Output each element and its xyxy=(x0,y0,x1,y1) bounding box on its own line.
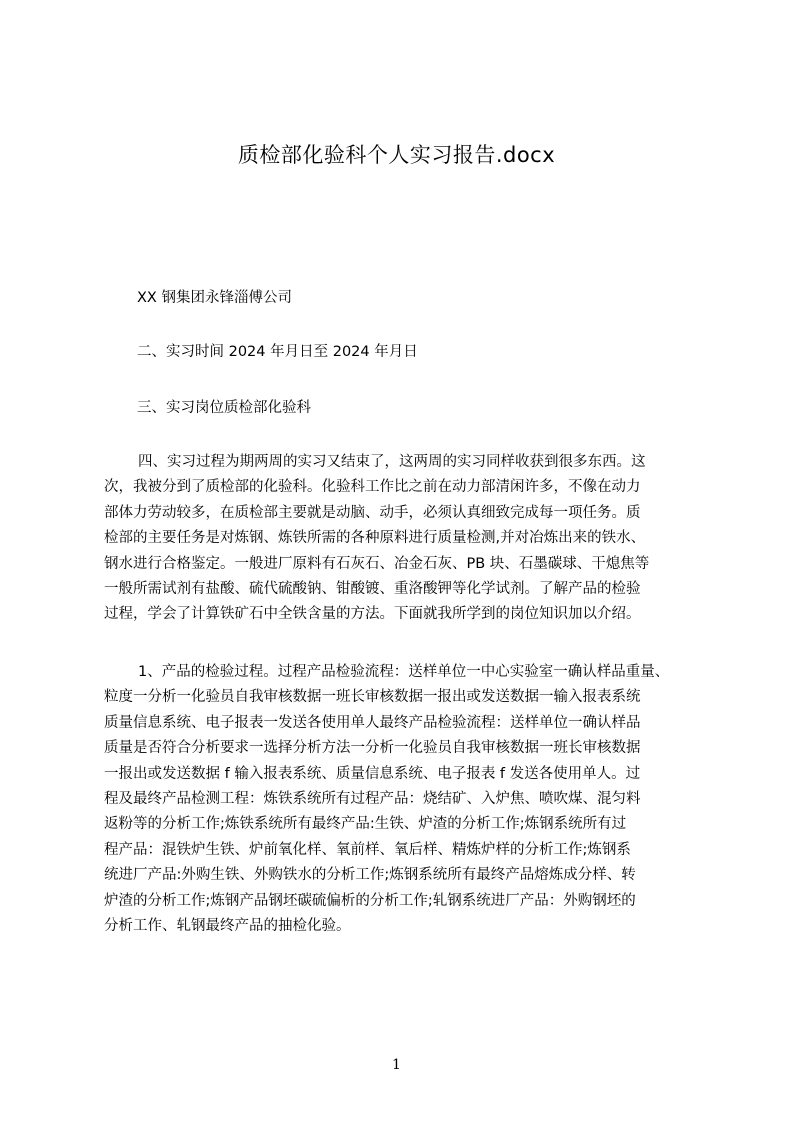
paragraph-line: 次，我被分到了质检部的化验科。化验科工作比之前在动力部清闲许多，不像在动力 xyxy=(104,479,641,496)
paragraph-line: 四、实习过程为期两周的实习又结束了，这两周的实习同样收获到很多东西。这 xyxy=(138,454,646,470)
paragraph-line: 质量信息系统、电子报表一发送各使用单人最终产品检验流程：送样单位一确认样品 xyxy=(104,714,641,731)
paragraph-line: 程产品：混铁炉生铁、炉前氧化样、氧前样、氧后样、精炼炉样的分析工作;炼钢系 xyxy=(104,841,631,858)
paragraph-line: 统进厂产品:外购生铁、外购铁水的分析工作;炼钢系统所有最终产品熔炼成分样、转 xyxy=(104,867,636,884)
paragraph-line: 部体力劳动较多，在质检部主要就是动脑、动手，必须认真细致完成每一项任务。质 xyxy=(104,504,641,521)
internship-time: 二、实习时间 2024 年月日至 2024 年月日 xyxy=(137,344,418,360)
paragraph-line: 炉渣的分析工作;炼钢产品钢坯碳硫偏析的分析工作;轧钢系统进厂产品：外购钢坯的 xyxy=(104,892,636,909)
paragraph-line: 程及最终产品检测工程：炼铁系统所有过程产品：烧结矿、入炉焦、喷吹煤、混匀料 xyxy=(104,790,641,807)
page-number: 1 xyxy=(392,1057,401,1073)
internship-post: 三、实习岗位质检部化验科 xyxy=(137,400,311,416)
paragraph-line: 一般所需试剂有盐酸、硫代硫酸钠、钳酸镀、重洛酸钾等化学试剂。了解产品的检验 xyxy=(104,580,641,597)
company-name: XX 钢集团永锋淄傅公司 xyxy=(137,290,292,306)
paragraph-line: 1、产品的检验过程。过程产品检验流程：送样单位一中心实验室一确认样品重量、 xyxy=(138,664,670,680)
product-inspection-paragraph xyxy=(104,660,704,939)
document-title: 质检部化验科个人实习报告.docx xyxy=(237,143,556,167)
paragraph-line: 钢水进行合格鉴定。一般进厂原料有石灰石、冶金石灰、PB 块、石墨碳球、干熄焦等 xyxy=(104,555,650,572)
paragraph-line: 质量是否符合分析要求一选择分析方法一分析一化验员自我审核数据一班长审核数据 xyxy=(104,740,641,757)
internship-process-paragraph xyxy=(104,450,704,628)
paragraph-line: 检部的主要任务是对炼钢、炼铁所需的各种原料进行质量检测,并对冶炼出来的铁水、 xyxy=(104,530,646,547)
paragraph-line: 过程，学会了计算铁矿石中全铁含量的方法。下面就我所学到的岗位知识加以介绍。 xyxy=(104,606,641,623)
paragraph-line: 粒度一分析一化验员自我审核数据一班长审核数据一报出或发送数据一输入报表系统 xyxy=(104,689,641,706)
paragraph-line: 一报出或发送数据 f 输入报表系统、质量信息系统、电子报表 f 发送各使用单人。过 xyxy=(104,765,641,782)
paragraph-line: 返粉等的分析工作;炼铁系统所有最终产品:生铁、炉渣的分析工作;炼钢系统所有过 xyxy=(104,816,627,833)
paragraph-line: 分析工作、轧钢最终产品的抽检化验。 xyxy=(104,917,351,934)
